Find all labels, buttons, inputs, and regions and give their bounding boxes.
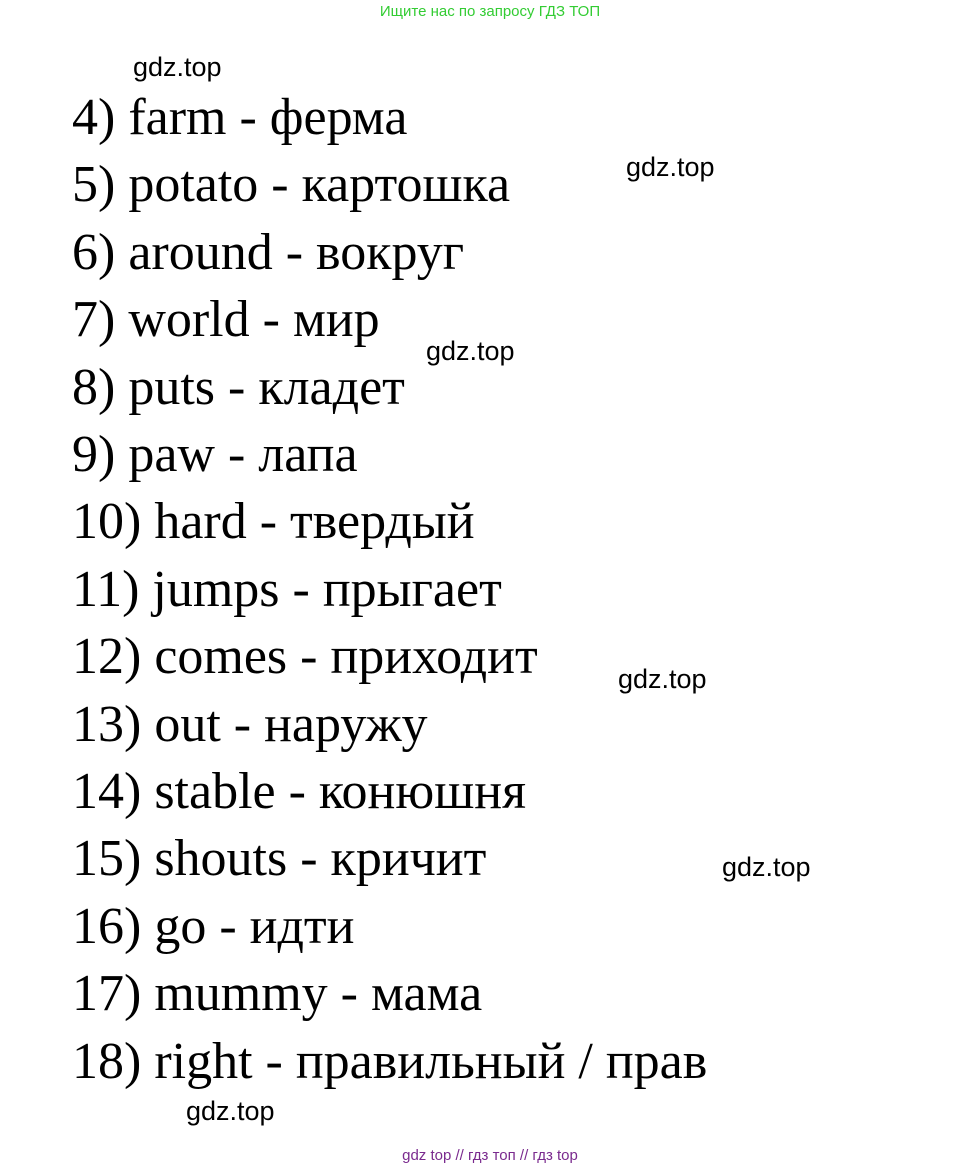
vocab-item-8: 8) puts - кладет	[72, 358, 405, 416]
vocab-item-11: 11) jumps - прыгает	[72, 560, 502, 618]
watermark-1: gdz.top	[133, 52, 222, 82]
vocab-item-9: 9) paw - лапа	[72, 426, 358, 484]
vocab-item-14: 14) stable - конюшня	[72, 763, 527, 821]
vocab-item-10: 10) hard - твердый	[72, 493, 475, 551]
vocab-item-18: 18) right - правильный / прав	[72, 1032, 708, 1090]
watermark-2: gdz.top	[626, 152, 715, 182]
vocab-item-7: 7) world - мир	[72, 291, 380, 349]
watermark-4: gdz.top	[618, 664, 707, 694]
vocabulary-list	[72, 84, 707, 1095]
vocab-item-6: 6) around - вокруг	[72, 223, 465, 281]
vocab-item-12: 12) comes - приходит	[72, 628, 538, 686]
vocab-item-4: 4) farm - ферма	[72, 89, 408, 146]
vocab-item-16: 16) go - идти	[72, 897, 355, 955]
watermark-6: gdz.top	[186, 1096, 275, 1126]
watermark-3: gdz.top	[426, 336, 515, 366]
vocab-item-15: 15) shouts - кричит	[72, 830, 487, 888]
watermark-5: gdz.top	[722, 852, 811, 882]
vocab-item-13: 13) out - наружу	[72, 695, 428, 753]
vocab-item-5: 5) potato - картошка	[72, 156, 511, 214]
footer-links: gdz top // гдз топ // гдз top	[402, 1147, 578, 1164]
vocab-item-17: 17) mummy - мама	[72, 965, 483, 1023]
top-banner: Ищите нас по запросу ГДЗ ТОП	[379, 3, 601, 20]
